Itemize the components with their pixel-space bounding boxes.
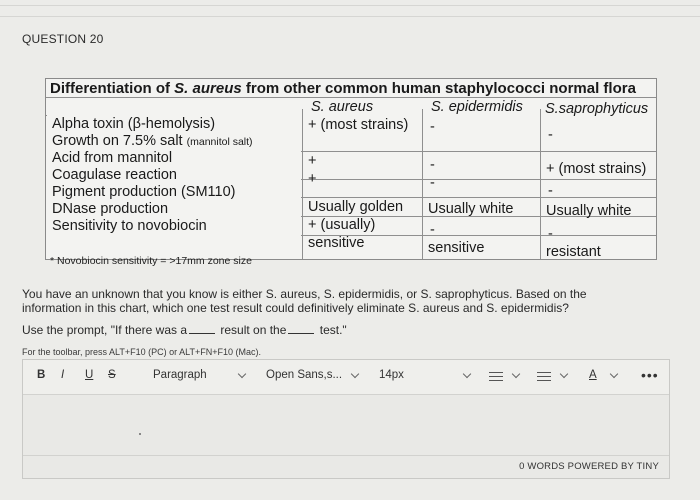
editor-content-area[interactable] <box>23 394 669 456</box>
question-title: QUESTION 20 <box>22 32 104 46</box>
row-label: Coagulase reaction <box>52 167 177 183</box>
paragraph-format-select[interactable]: Paragraph <box>153 369 207 381</box>
table-cell: - <box>548 127 553 143</box>
bullet-list-icon[interactable] <box>489 372 503 382</box>
column-divider <box>540 109 541 259</box>
table-cell: - <box>430 222 435 238</box>
underline-button[interactable]: U <box>85 369 94 381</box>
table-cell: + (most strains) <box>308 117 409 133</box>
question-prompt-line: Use the prompt, "If there was a result on the test." <box>22 323 347 337</box>
font-size-select[interactable]: 14px <box>379 369 404 381</box>
row-divider <box>46 97 656 98</box>
strikethrough-button[interactable]: S <box>108 369 116 381</box>
row-label: Sensitivity to novobiocin <box>52 218 207 234</box>
differentiation-chart <box>45 78 657 260</box>
column-header: S.saprophyticus <box>545 101 649 117</box>
row-label: Alpha toxin (β-hemolysis) <box>52 116 216 132</box>
answer-blank <box>288 323 314 334</box>
table-cell: - <box>430 119 435 135</box>
answer-blank <box>189 323 215 334</box>
table-cell: resistant <box>546 244 601 260</box>
editor-statusbar <box>23 455 669 478</box>
top-divider <box>0 16 700 17</box>
chevron-down-icon <box>512 370 520 378</box>
column-header: S. aureus <box>311 99 374 115</box>
italic-button[interactable]: I <box>61 369 65 381</box>
table-cell: - <box>430 157 435 173</box>
table-cell: - <box>430 175 435 191</box>
table-cell: Usually white <box>428 201 514 217</box>
toolbar-hint: For the toolbar, press ALT+F10 (PC) or ALT+FN+F10 (Mac). <box>22 347 262 357</box>
word-count-status: 0 WORDS POWERED BY TINY <box>519 461 659 472</box>
table-cell: - <box>548 226 553 242</box>
chevron-down-icon <box>463 370 471 378</box>
numbered-list-icon[interactable] <box>537 372 551 382</box>
table-cell: - <box>548 183 553 199</box>
more-options-button[interactable]: ••• <box>641 367 659 383</box>
column-divider <box>302 109 303 259</box>
row-label: Acid from mannitol <box>52 150 173 166</box>
row-divider <box>301 197 656 198</box>
chevron-down-icon <box>238 370 246 378</box>
table-cell: Usually golden <box>308 199 404 215</box>
table-cell: Usually white <box>546 203 632 219</box>
row-label: Growth on 7.5% salt (mannitol salt) <box>52 133 253 149</box>
chevron-down-icon <box>351 370 359 378</box>
top-divider <box>0 5 700 6</box>
column-divider <box>422 109 423 259</box>
bold-button[interactable]: B <box>37 369 46 381</box>
chevron-down-icon <box>560 370 568 378</box>
cursor-icon <box>139 433 141 435</box>
font-family-select[interactable]: Open Sans,s... <box>266 369 343 381</box>
chart-title: Differentiation of S. aureus from other common human staphylococci normal flora <box>50 80 636 97</box>
table-cell: sensitive <box>308 235 365 251</box>
row-label: Pigment production (SM110) <box>52 184 236 200</box>
table-cell: + <box>308 171 317 187</box>
row-divider <box>301 179 656 180</box>
answer-editor[interactable] <box>22 359 670 479</box>
chart-footnote: * Novobiocin sensitivity = >17mm zone size <box>50 255 252 267</box>
row-label: DNase production <box>52 201 169 217</box>
editor-toolbar <box>23 360 669 395</box>
chevron-down-icon <box>610 370 618 378</box>
row-divider <box>301 151 656 152</box>
table-cell: + <box>308 153 317 169</box>
table-cell: + (usually) <box>308 217 376 233</box>
column-header: S. epidermidis <box>431 99 523 115</box>
question-text-line: information in this chart, which one test result could definitively eliminate S. aureus and S. epidermidis? <box>22 301 569 315</box>
table-cell: sensitive <box>428 240 485 256</box>
text-color-button[interactable]: A <box>589 369 597 381</box>
question-text-line: You have an unknown that you know is either S. aureus, S. epidermidis, or S. saprophyticus. Based on the <box>22 287 587 301</box>
table-cell: + (most strains) <box>546 161 647 177</box>
